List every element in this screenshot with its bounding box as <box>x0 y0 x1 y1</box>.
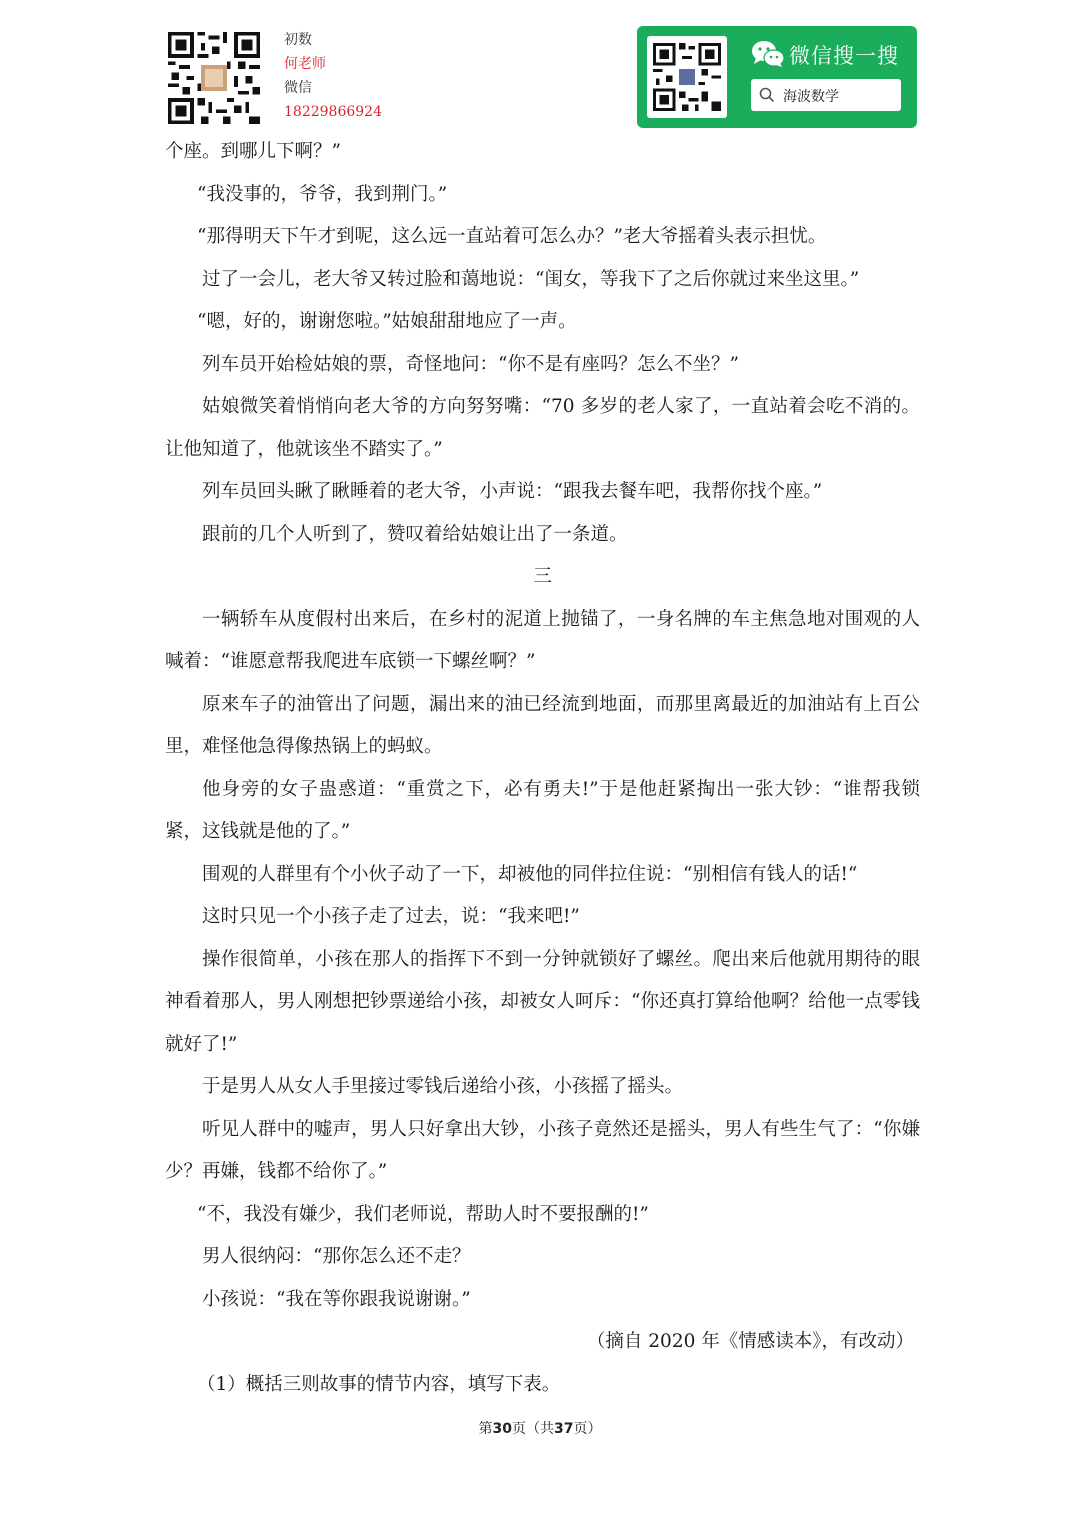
page-prefix: 第 <box>478 1421 493 1437</box>
contact-subject: 初数 <box>284 32 312 48</box>
contact-wechat-label: 微信 <box>284 80 312 96</box>
search-icon <box>759 87 775 103</box>
article-body <box>165 131 920 1406</box>
wechat-search-box[interactable] <box>751 79 901 111</box>
contact-teacher: 何老师 <box>284 56 326 72</box>
wechat-search-title: 微信搜一搜 <box>789 44 899 68</box>
qr-code-icon <box>168 32 260 124</box>
current-page: 30 <box>492 1421 512 1437</box>
paragraph: 听见人群中的嘘声，男人只好拿出大钞，小孩子竟然还是摇头，男人有些生气了：“你嫌少？再嫌，钱都不给你了。” <box>165 1118 920 1182</box>
wechat-search-banner[interactable] <box>637 26 917 128</box>
wechat-qr-code-icon <box>647 36 727 118</box>
paragraph: 过了一会儿，老大爷又转过脸和蔼地说：“闺女，等我下了之后你就过来坐这里。” <box>202 268 860 290</box>
paragraph: “我没事的，爷爷，我到荆门。” <box>197 183 448 205</box>
paragraph: 于是男人从女人手里接过零钱后递给小孩，小孩摇了摇头。 <box>202 1076 684 1097</box>
page-mid: 页（共 <box>512 1421 554 1437</box>
paragraph: 姑娘微笑着悄悄向老大爷的方向努努嘴：“70 多岁的老人家了，一直站着会吃不消的。让他知道了，他就该坐不踏实了。” <box>165 396 920 460</box>
contact-info <box>284 28 382 124</box>
source-citation: （摘自 2020 年《情感读本》，有改动） <box>586 1331 914 1352</box>
wechat-logo-icon <box>751 40 785 68</box>
paragraph: “嗯，好的，谢谢您啦。”姑娘甜甜地应了一声。 <box>197 311 577 332</box>
paragraph: 操作很简单，小孩在那人的指挥下不到一分钟就锁好了螺丝。爬出来后他就用期待的眼神看着那人，男人刚想把钞票递给小孩，却被女人呵斥：“你还真打算给他啊？给他一点零钱就好了!” <box>165 948 920 1055</box>
paragraph: 男人很纳闷：“那你怎么还不走？ <box>202 1246 471 1267</box>
paragraph: 个座。到哪儿下啊？” <box>165 141 341 162</box>
paragraph: 跟前的几个人听到了，赞叹着给姑娘让出了一条道。 <box>202 523 628 545</box>
wechat-search-text: 海波数学 <box>783 89 839 105</box>
page-number <box>0 1418 1080 1438</box>
paragraph: 这时只见一个小孩子走了过去，说：“我来吧!” <box>202 906 580 927</box>
question-item: （1）概括三则故事的情节内容，填写下表。 <box>197 1373 561 1395</box>
paragraph: 原来车子的油管出了问题，漏出来的油已经流到地面，而那里离最近的加油站有上百公里，难怪他急得像热锅上的蚂蚁。 <box>165 693 920 757</box>
paragraph: 列车员回头瞅了瞅睡着的老大爷，小声说：“跟我去餐车吧，我帮你找个座。” <box>202 481 823 502</box>
total-pages: 37 <box>554 1421 574 1437</box>
contact-phone: 18229866924 <box>284 104 382 120</box>
paragraph: 围观的人群里有个小伙子动了一下，却被他的同伴拉住说：“别相信有钱人的话!“ <box>202 863 858 885</box>
page-suffix: 页） <box>573 1421 602 1437</box>
paragraph: 小孩说：“我在等你跟我说谢谢。” <box>202 1288 471 1310</box>
paragraph: 一辆轿车从度假村出来后，在乡村的泥道上抛锚了，一身名牌的车主焦急地对围观的人喊着：“谁愿意帮我爬进车底锁一下螺丝啊？” <box>165 608 920 672</box>
paragraph: 他身旁的女子蛊惑道：“重赏之下，必有勇夫!”于是他赶紧掏出一张大钞：“谁帮我锁紧，这钱就是他的了。” <box>165 778 920 842</box>
paragraph: 列车员开始检姑娘的票，奇怪地问：“你不是有座吗？怎么不坐？” <box>202 353 739 375</box>
paragraph: “不，我没有嫌少，我们老师说，帮助人时不要报酬的!” <box>197 1203 649 1225</box>
section-heading: 三 <box>533 566 552 587</box>
paragraph: “那得明天下午才到呢，这么远一直站着可怎么办？”老大爷摇着头表示担忧。 <box>197 226 827 247</box>
